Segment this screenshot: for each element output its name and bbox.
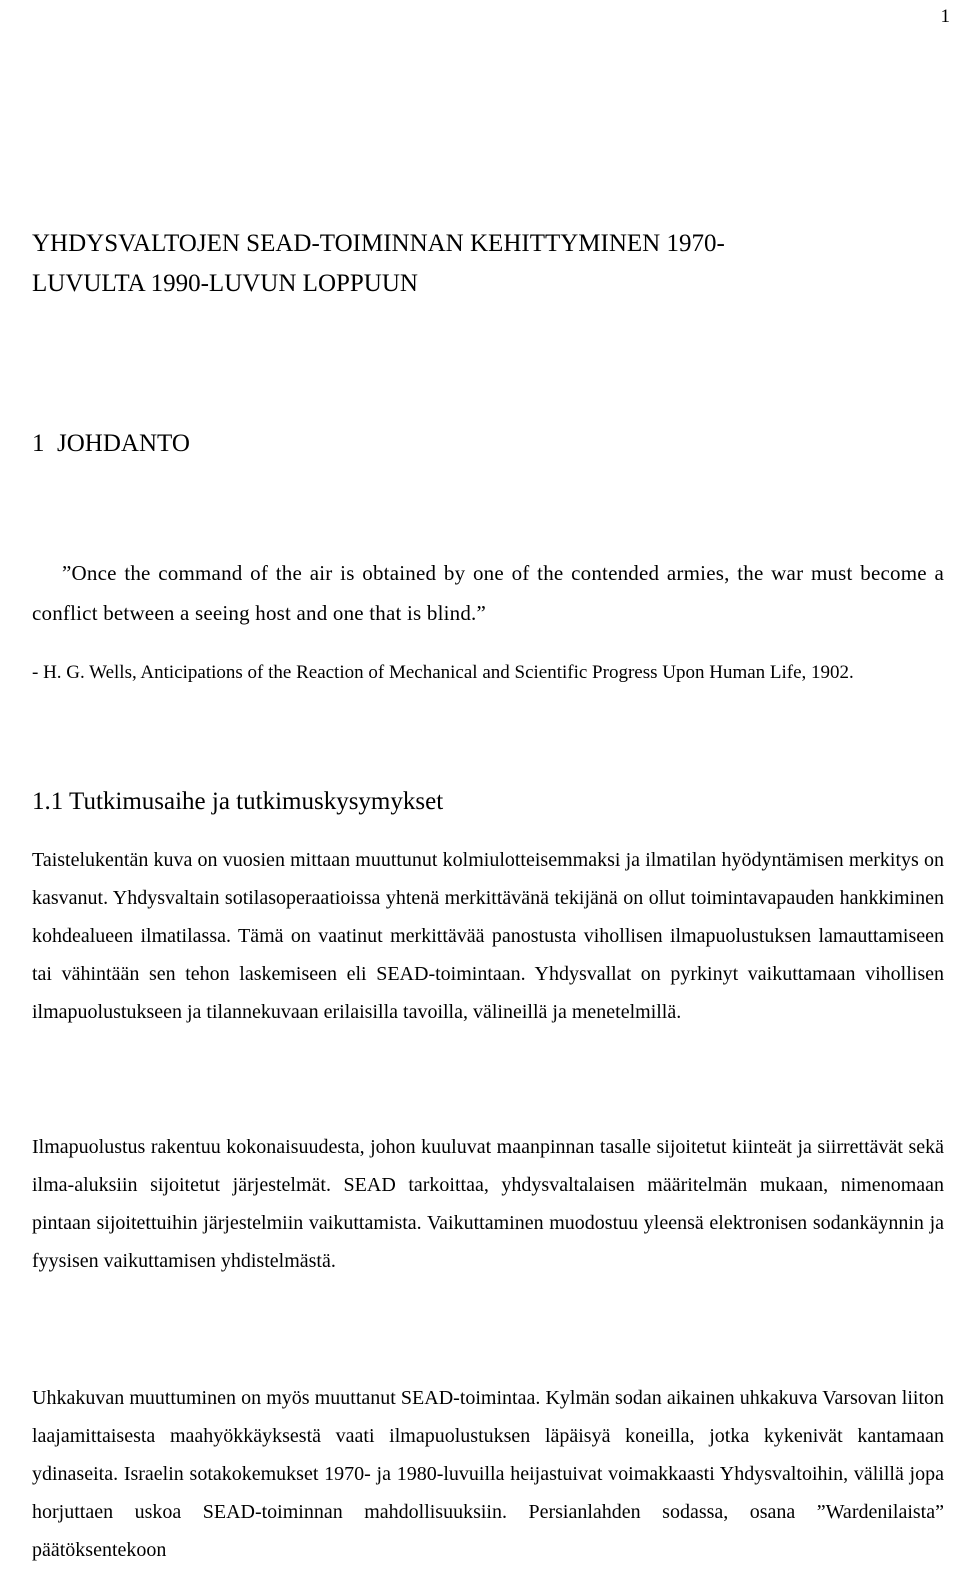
page-number: 1 [940, 6, 950, 27]
epigraph-attribution: - H. G. Wells, Anticipations of the Reaction of Mechanical and Scientific Progress Upon Human Life, 1902. [32, 662, 854, 683]
body-paragraph-2: Ilmapuolustus rakentuu kokonaisuudesta, johon kuuluvat maanpinnan tasalle sijoitetut kiinteät ja siirrettävät sekä ilma-aluksiin sijoitetut järjestelmät. SEAD tarkoittaa, yhdysvaltalaisen määritelmän mukaan, nimenomaan pintaan sijoitettuihin järjestelmiin vaikuttamista. Vaikuttaminen muodostuu yleensä elektronisen sodankäynnin ja fyysisen vaikuttamisen yhdistelmästä. [32, 1136, 944, 1272]
body-paragraph-1: Taistelukentän kuva on vuosien mittaan muuttunut kolmiulotteisemmaksi ja ilmatilan hyödyntämisen merkitys on kasvanut. Yhdysvaltain sotilasoperaatioissa yhtenä merkittävänä tekijänä on ollut toimintavapauden hankkiminen kohdealueen ilmatilassa. Tämä on vaatinut merkittävää panostusta vihollisen ilmapuolustuksen lamauttamiseen tai vähintään sen tehon laskemiseen eli SEAD-toimintaan. Yhdysvallat on pyrkinyt vaikuttamaan vihollisen ilmapuolustukseen ja tilannekuvaan erilaisilla tavoilla, välineillä ja menetelmillä. [32, 849, 944, 1023]
body-paragraph-3: Uhkakuvan muuttuminen on myös muuttanut SEAD-toimintaa. Kylmän sodan aikainen uhkakuva Varsovan liiton laajamittaisesta maahyökkäyksestä vaati ilmapuolustuksen läpäisyä koneilla, jotka kykenivät kantamaan ydinaseita. Israelin sotakokemukset 1970- ja 1980-luvuilla heijastuivat voimakkaasti Yhdysvaltoihin, välillä jopa horjuttaen uskoa SEAD-toiminnan mahdollisuuksiin. Persianlahden sodassa, osana ”Wardenilaista” päätöksentekoon [32, 1387, 944, 1561]
epigraph-quote: ”Once the command of the air is obtained by one of the contended armies, the war must become a conflict between a seeing host and one that is blind.” [32, 561, 944, 625]
title-line-2: LUVULTA 1990-LUVUN LOPPUUN [32, 270, 418, 297]
document-title [32, 224, 932, 304]
title-line-1: YHDYSVALTOJEN SEAD-TOIMINNAN KEHITTYMINEN 1970- [32, 230, 725, 257]
section-heading: 1.1 Tutkimusaihe ja tutkimuskysymykset [32, 788, 444, 815]
chapter-heading: 1 JOHDANTO [32, 430, 190, 457]
